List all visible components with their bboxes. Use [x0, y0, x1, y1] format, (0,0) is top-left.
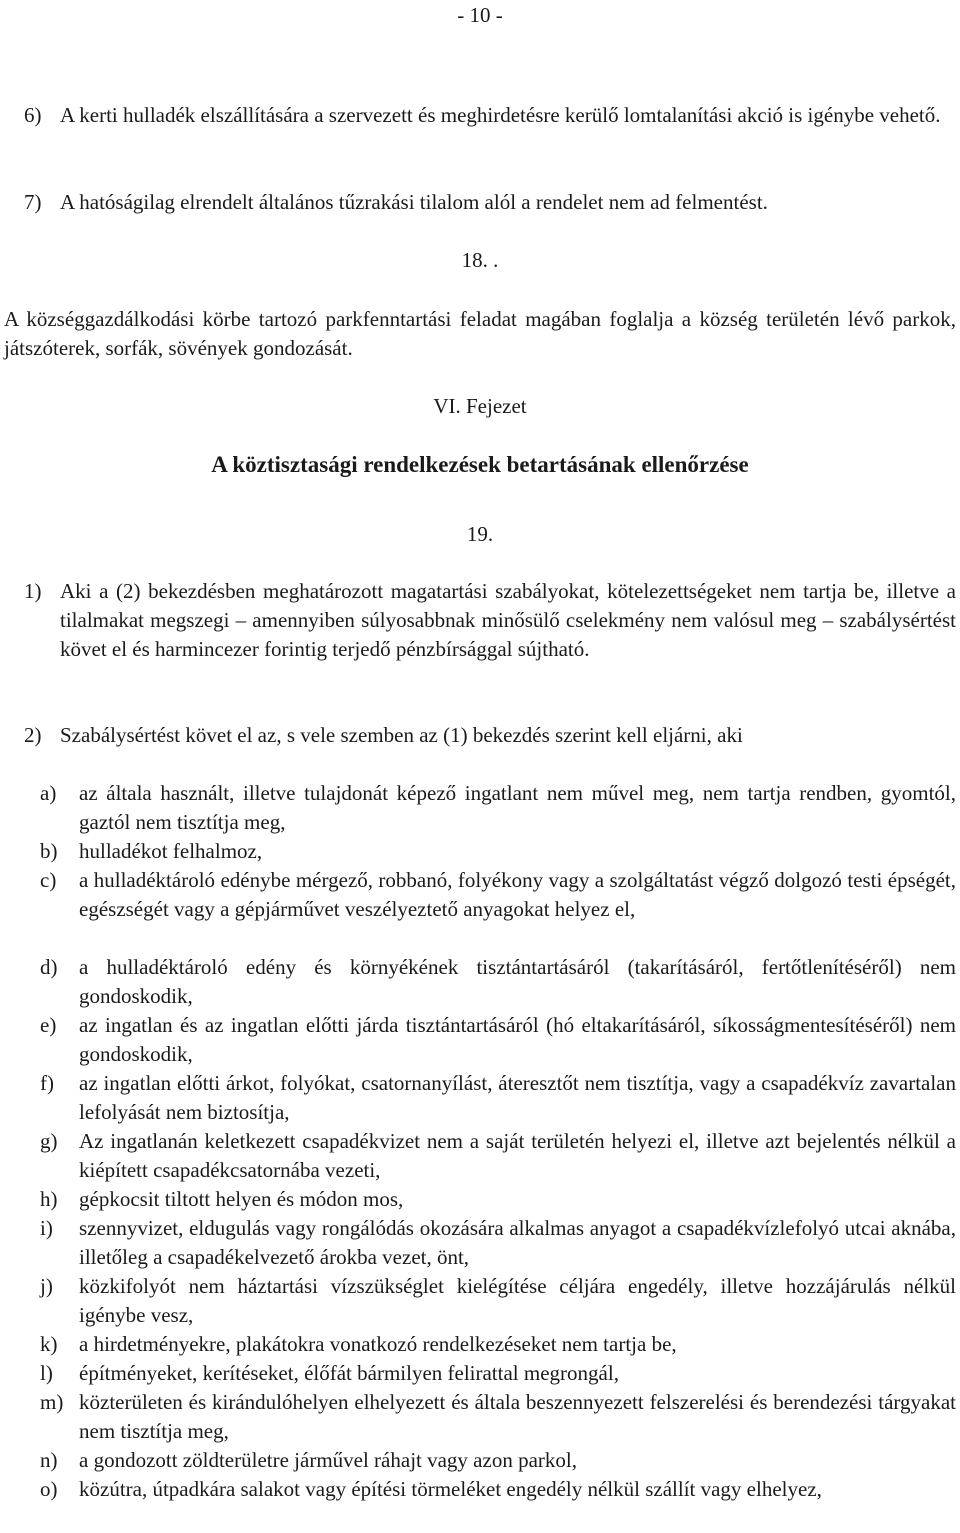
- sub-item-text: a hulladéktároló edény és környékének tisztántartásáról (takarításáról, fertőtlenítéséről) nem gondoskodik,: [79, 955, 956, 1008]
- sub-item-letter: g): [40, 1129, 58, 1153]
- item-number: 2): [24, 723, 42, 747]
- chapter-label: VI. Fejezet: [433, 394, 527, 418]
- sub-item-text: Az ingatlanán keletkezett csapadékvizet nem a saját területén helyezi el, illetve azt bejelentés nélkül a kiépített csapadékcsatornába vezeti,: [79, 1129, 956, 1182]
- sub-item-k: [40, 1330, 956, 1359]
- sub-item-letter: c): [40, 868, 57, 892]
- item-number: 6): [24, 103, 42, 127]
- sub-item-text: hulladékot felhalmoz,: [79, 839, 263, 863]
- sub-item-text: a hulladéktároló edénybe mérgező, robbanó, folyékony vagy a szolgáltatást végző dolgozó testi épségét, egészségét vagy a gépjárművet veszélyeztető anyagokat helyez el,: [79, 868, 956, 921]
- sub-item-letter: l): [40, 1361, 53, 1385]
- section-19-item-2: [24, 721, 956, 750]
- sub-item-text: szennyvizet, eldugulás vagy rongálódás okozására alkalmas anyagot a csapadékvízlefolyó utcai aknába, illetőleg a csapadékelvezető árokba vezet, önt,: [79, 1216, 956, 1269]
- sub-item-j: [40, 1272, 956, 1330]
- sub-item-text: építményeket, kerítéseket, élőfát bármilyen felirattal megrongál,: [79, 1361, 619, 1385]
- item-text: A hatóságilag elrendelt általános tűzrakási tilalom alól a rendelet nem ad felmentést.: [60, 190, 768, 214]
- sub-item-l: [40, 1359, 956, 1388]
- item-6: [24, 101, 956, 130]
- sub-item-i: [40, 1214, 956, 1272]
- item-text: Szabálysértést követ el az, s vele szemben az (1) bekezdés szerint kell eljárni, aki: [60, 723, 743, 747]
- sub-item-letter: b): [40, 839, 58, 863]
- chapter-title: A köztisztasági rendelkezések betartásának ellenőrzése: [211, 452, 749, 477]
- sub-item-c: [40, 866, 956, 924]
- sub-item-letter: h): [40, 1187, 58, 1211]
- sub-item-text: közútra, útpadkára salakot vagy építési törmeléket engedély nélkül szállít vagy elhelyez,: [79, 1477, 822, 1501]
- sub-item-g: [40, 1127, 956, 1185]
- sub-item-h: [40, 1185, 956, 1214]
- item-number: 7): [24, 190, 42, 214]
- sub-item-letter: j): [40, 1274, 53, 1298]
- sub-item-text: a gondozott zöldterületre járművel ráhajt vagy azon parkol,: [79, 1448, 577, 1472]
- sub-item-letter: m): [40, 1390, 64, 1414]
- sub-item-b: [40, 837, 956, 866]
- item-text: A kerti hulladék elszállítására a szervezett és meghirdetésre kerülő lomtalanítási akció is igénybe vehető.: [60, 103, 941, 127]
- section-19-item-1: [24, 577, 956, 664]
- sub-item-letter: n): [40, 1448, 58, 1472]
- sub-item-m: [40, 1388, 956, 1446]
- sub-item-letter: i): [40, 1216, 53, 1240]
- sub-item-text: közterületen és kirándulóhelyen elhelyezett és általa beszennyezett felszerelési és berendezési tárgyakat nem tisztítja meg,: [79, 1390, 956, 1443]
- sub-item-text: az általa használt, illetve tulajdonát képező ingatlant nem művel meg, nem tartja rendben, gyomtól, gaztól nem tisztítja meg,: [79, 781, 956, 834]
- sub-item-letter: f): [40, 1071, 54, 1095]
- sub-item-o: [40, 1475, 956, 1504]
- sub-item-text: a hirdetményekre, plakátokra vonatkozó rendelkezéseket nem tartja be,: [79, 1332, 677, 1356]
- sub-item-letter: k): [40, 1332, 58, 1356]
- item-text: Aki a (2) bekezdésben meghatározott magatartási szabályokat, kötelezettségeket nem tartja be, illetve a tilalmakat megszegi – amennyiben súlyosabbnak minősülő cselekmény nem valósul meg – szabálysértést követ el és harmincezer forintig terjedő pénzbírsággal sújtható.: [60, 579, 956, 661]
- sub-item-text: gépkocsit tiltott helyen és módon mos,: [79, 1187, 404, 1211]
- section-19-heading: 19.: [466, 522, 494, 546]
- sub-item-letter: d): [40, 955, 58, 979]
- section-18-text: A községgazdálkodási körbe tartozó parkfenntartási feladat magában foglalja a község területén lévő parkok, játszóterek, sorfák, sövények gondozását.: [4, 307, 956, 360]
- sub-item-text: az ingatlan és az ingatlan előtti járda tisztántartásáról (hó eltakarításáról, síkosságmentesítéséről) nem gondoskodik,: [79, 1013, 956, 1066]
- sub-item-a: [40, 779, 956, 837]
- sub-item-d: [40, 953, 956, 1011]
- sub-item-n: [40, 1446, 956, 1475]
- section-18-heading: 18. .: [461, 248, 499, 272]
- sub-item-letter: e): [40, 1013, 57, 1037]
- sub-item-text: az ingatlan előtti árkot, folyókat, csatornanyílást, áteresztőt nem tisztítja, vagy a csapadékvíz zavartalan lefolyását nem biztosítja,: [79, 1071, 956, 1124]
- item-7: [24, 188, 956, 217]
- sub-item-text: közkifolyót nem háztartási vízszükséglet kielégítése céljára engedély, illetve hozzájárulás nélkül igénybe vesz,: [79, 1274, 956, 1327]
- sub-item-f: [40, 1069, 956, 1127]
- sub-item-letter: o): [40, 1477, 58, 1501]
- sub-item-letter: a): [40, 781, 57, 805]
- sub-item-e: [40, 1011, 956, 1069]
- page-number: - 10 -: [457, 3, 503, 27]
- item-number: 1): [24, 579, 42, 603]
